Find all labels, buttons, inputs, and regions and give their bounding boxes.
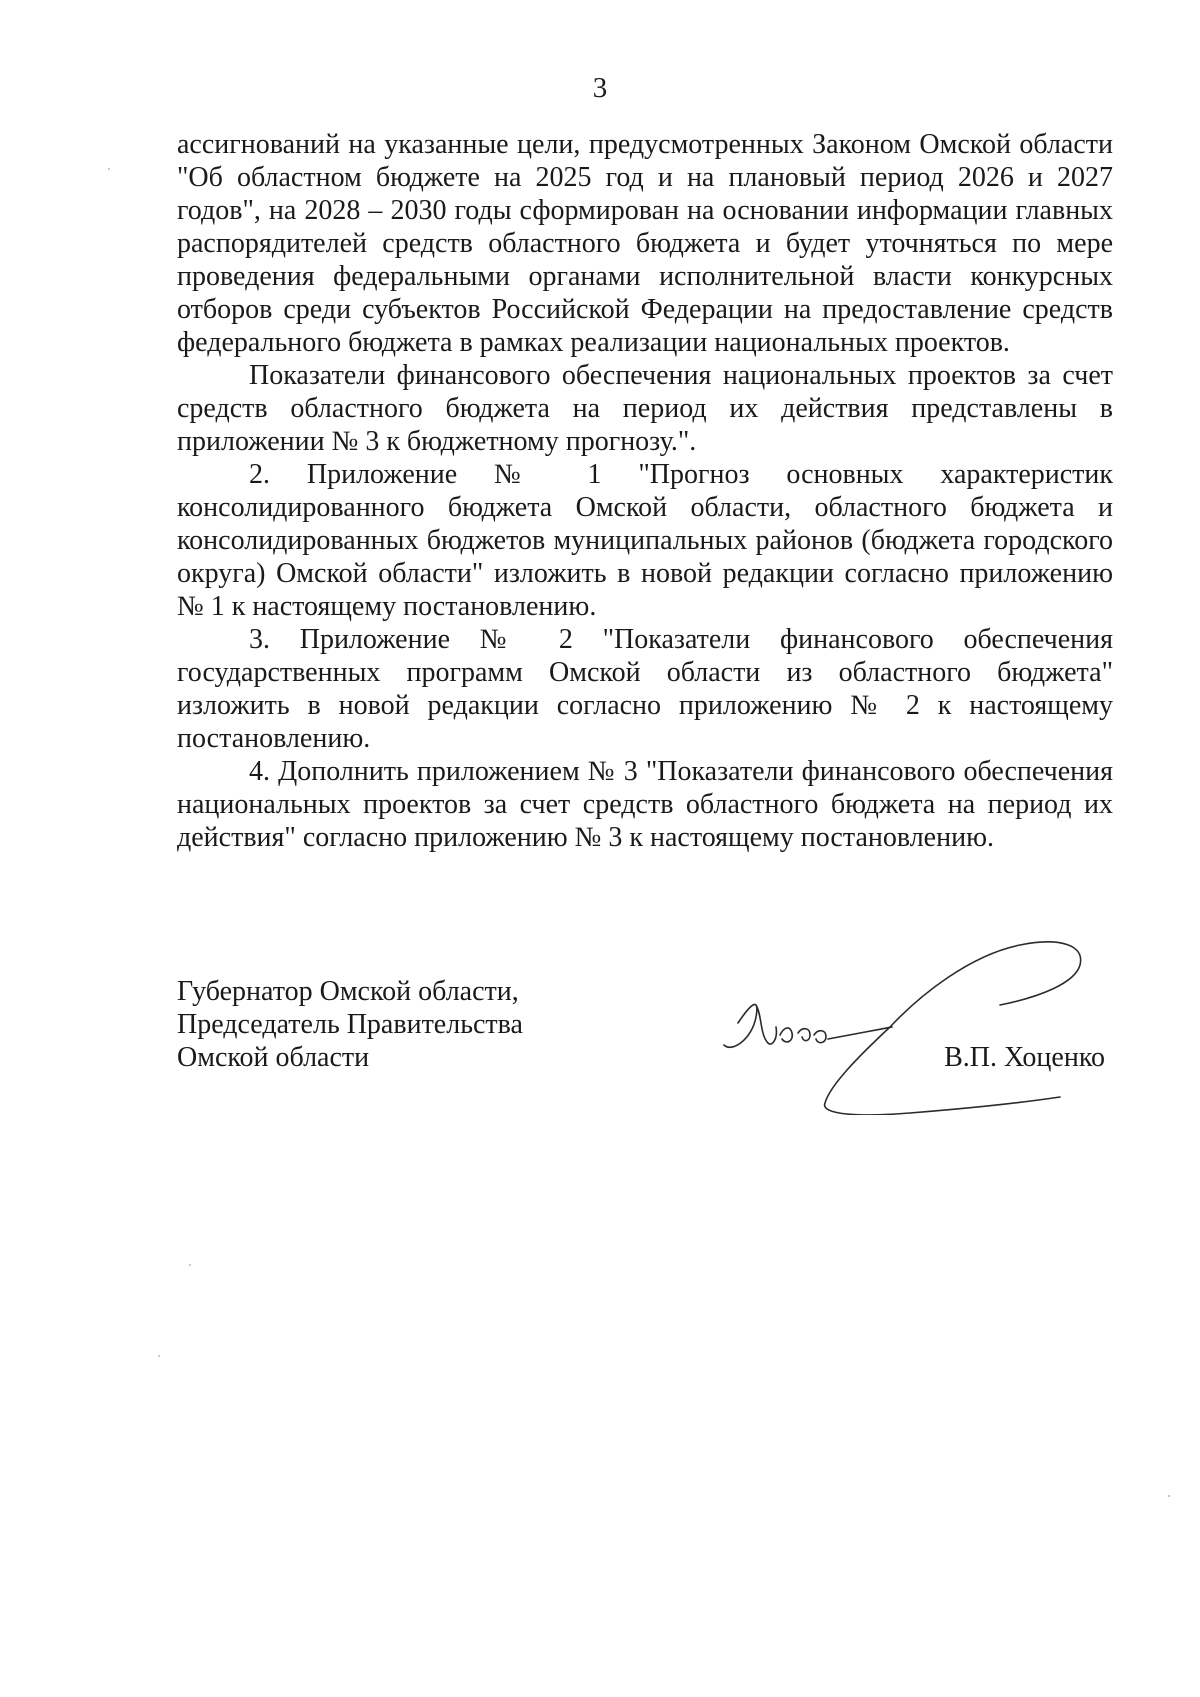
paragraph-continuation: ассигнований на указанные цели, предусмотренных Законом Омской области "Об областном бюджете на 2025 год и на плановый период 2026 и 2027 годов", на 2028 – 2030 годы сформирован на основании информации главных распорядителей средств областного бюджета и будет уточняться по мере проведения федеральными органами исполнительной власти конкурсных отборов среди субъектов Российской Федерации на предоставление средств федерального бюджета в рамках реализации национальных проектов. — [177, 129, 1113, 358]
signatory-title-line: Губернатор Омской области, — [177, 976, 519, 1007]
paragraph-item-3: 3. Приложение № 2 "Показатели финансового обеспечения государственных программ Омской области из областного бюджета" изложить в новой редакции согласно приложению № 2 к настоящему постановлению. — [177, 624, 1113, 754]
signatory-title-line: Омской области — [177, 1042, 370, 1073]
scan-speck — [108, 168, 110, 170]
scan-speck — [189, 1264, 191, 1266]
paragraph-item-4: 4. Дополнить приложением № 3 "Показатели финансового обеспечения национальных проектов за счет средств областного бюджета на период их действия" согласно приложению № 3 к настоящему постановлению. — [177, 756, 1113, 853]
page-number: 3 — [592, 72, 608, 104]
paragraph-item-2: 2. Приложение № 1 "Прогноз основных характеристик консолидированного бюджета Омской области, областного бюджета и консолидированных бюджетов муниципальных районов (бюджета городского округа) Омской области" изложить в новой редакции согласно приложению № 1 к настоящему постановлению. — [177, 459, 1113, 622]
handwritten-signature — [720, 935, 1100, 1115]
signatory-title-line: Председатель Правительства — [177, 1009, 523, 1040]
paragraph-indicators: Показатели финансового обеспечения национальных проектов за счет средств областного бюджета на период их действия представлены в приложении № 3 к бюджетному прогнозу.". — [177, 360, 1113, 457]
scan-speck — [1168, 1495, 1170, 1497]
scan-speck — [158, 1355, 160, 1357]
document-body — [177, 128, 1113, 854]
signatory-name: В.П. Хоценко — [944, 1042, 1105, 1073]
